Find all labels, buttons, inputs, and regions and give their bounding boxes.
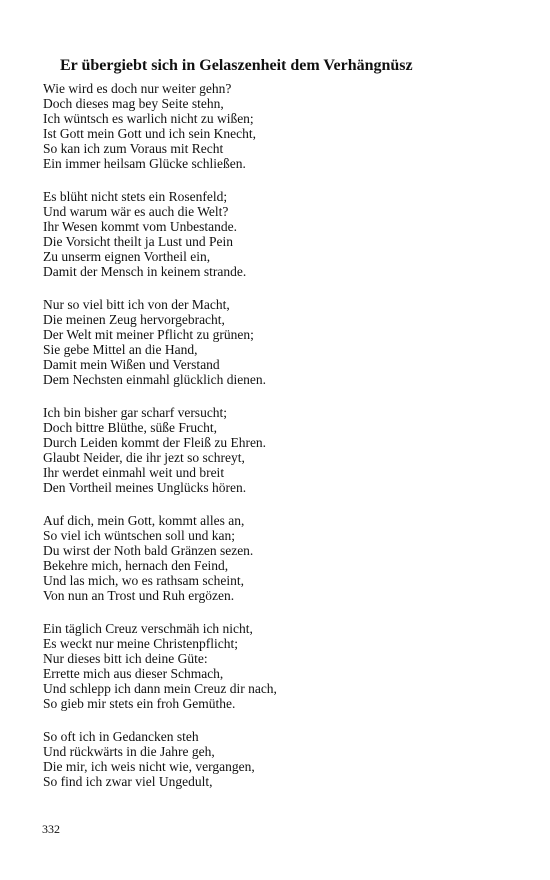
stanza-4 (43, 405, 533, 495)
poem-line: Ein täglich Creuz verschmäh ich nicht, (43, 621, 253, 636)
stanza-1 (43, 81, 533, 171)
poem-line: Damit mein Wißen und Verstand (43, 357, 220, 372)
poem-line: Ein immer heilsam Glücke schließen. (43, 156, 246, 171)
poem-line: So viel ich wüntschen soll und kan; (43, 528, 235, 543)
poem-line: Und warum wär es auch die Welt? (43, 204, 229, 219)
poem-line: Die mir, ich weis nicht wie, vergangen, (43, 759, 255, 774)
poem-line: So kan ich zum Voraus mit Recht (43, 141, 224, 156)
poem-line: Ich wüntsch es warlich nicht zu wißen; (43, 111, 254, 126)
poem-line: Den Vortheil meines Unglücks hören. (43, 480, 247, 495)
poem-line: Zu unserm eignen Vortheil ein, (43, 249, 211, 264)
poem-line: Glaubt Neider, die ihr jezt so schreyt, (43, 450, 245, 465)
poem-line: Dem Nechsten einmahl glücklich dienen. (43, 372, 267, 387)
poem-line: So gieb mir stets ein froh Gemüthe. (43, 696, 236, 711)
poem-line: So oft ich in Gedancken steh (43, 729, 199, 744)
poem-line: Es blüht nicht stets ein Rosenfeld; (43, 189, 228, 204)
poem-line: So find ich zwar viel Ungedult, (43, 774, 213, 789)
poem-line: Es weckt nur meine Christenpflicht; (43, 636, 238, 651)
page-title: Er übergiebt sich in Gelaszenheit dem Verhängnüsz (60, 57, 413, 74)
stanza-7 (43, 729, 533, 789)
poem-line: Doch dieses mag bey Seite stehn, (43, 96, 224, 111)
poem-line: Der Welt mit meiner Pflicht zu grünen; (43, 327, 254, 342)
poem-line: Ist Gott mein Gott und ich sein Knecht, (43, 126, 256, 141)
poem-line: Nur so viel bitt ich von der Macht, (43, 297, 230, 312)
poem-line: Durch Leiden kommt der Fleiß zu Ehren. (43, 435, 267, 450)
poem-line: Und las mich, wo es rathsam scheint, (43, 573, 244, 588)
poem-line: Die Vorsicht theilt ja Lust und Pein (43, 234, 233, 249)
poem-line: Und rückwärts in die Jahre geh, (43, 744, 215, 759)
page-number: 332 (42, 822, 60, 836)
poem-line: Errette mich aus dieser Schmach, (43, 666, 224, 681)
stanza-2 (43, 189, 533, 279)
poem-line: Und schlepp ich dann mein Creuz dir nach, (43, 681, 277, 696)
poem-line: Bekehre mich, hernach den Feind, (43, 558, 229, 573)
stanza-6 (43, 621, 533, 711)
poem (43, 81, 533, 807)
poem-line: Ihr werdet einmahl weit und breit (43, 465, 225, 480)
poem-line: Ihr Wesen kommt vom Unbestande. (43, 219, 238, 234)
poem-line: Du wirst der Noth bald Gränzen sezen. (43, 543, 254, 558)
poem-line: Damit der Mensch in keinem strande. (43, 264, 247, 279)
stanza-3 (43, 297, 533, 387)
poem-line: Sie gebe Mittel an die Hand, (43, 342, 198, 357)
stanza-5 (43, 513, 533, 603)
poem-line: Doch bittre Blüthe, süße Frucht, (43, 420, 217, 435)
poem-line: Die meinen Zeug hervorgebracht, (43, 312, 225, 327)
poem-line: Von nun an Trost und Ruh ergözen. (43, 588, 235, 603)
poem-line: Nur dieses bitt ich deine Güte: (43, 651, 208, 666)
poem-line: Auf dich, mein Gott, kommt alles an, (43, 513, 245, 528)
poem-line: Wie wird es doch nur weiter gehn? (43, 81, 232, 96)
poem-line: Ich bin bisher gar scharf versucht; (43, 405, 228, 420)
